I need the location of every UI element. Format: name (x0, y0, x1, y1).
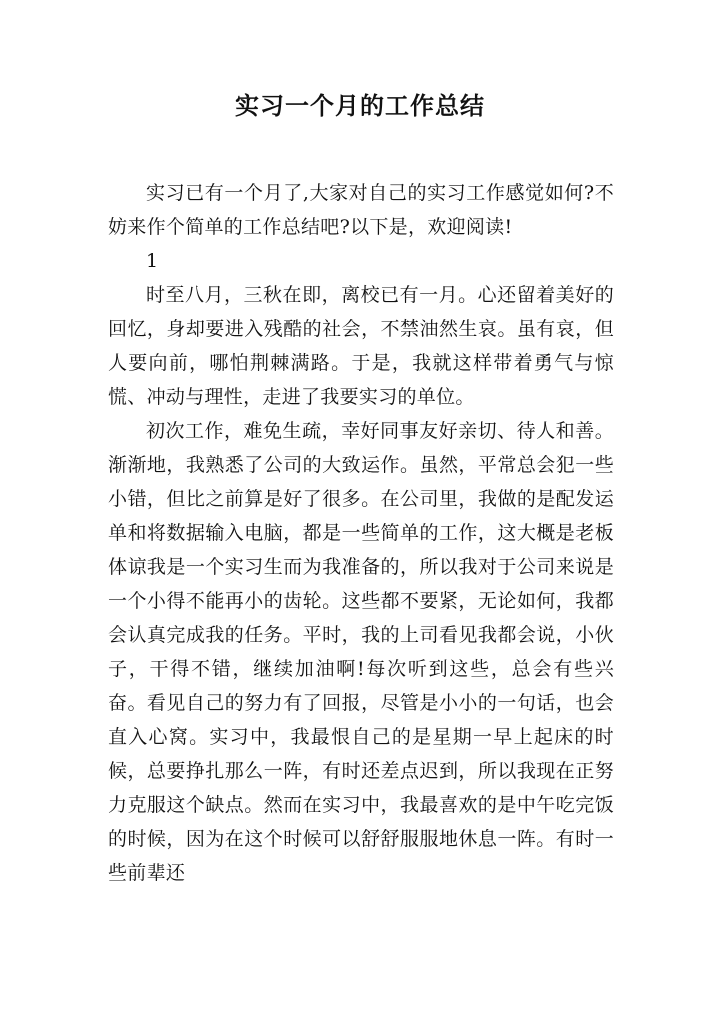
document-title: 实习一个月的工作总结 (235, 92, 485, 120)
document-body (108, 176, 614, 890)
section-number: 1 (146, 250, 159, 272)
intro-paragraph: 实习已有一个月了,大家对自己的实习工作感觉如何?不妨来作个简单的工作总结吧?以下是，欢迎阅读! (108, 182, 614, 238)
body-paragraph: 初次工作，难免生疏，幸好同事友好亲切、待人和善。渐渐地，我熟悉了公司的大致运作。虽然，平常总会犯一些小错，但比之前算是好了很多。在公司里，我做的是配发运单和将数据输入电脑，都是一些简单的工作，这大概是老板体谅我是一个实习生而为我准备的，所以我对于公司来说是一个小得不能再小的齿轮。这些都不要紧，无论如何，我都会认真完成我的任务。平时，我的上司看见我都会说，小伙子，干得不错，继续加油啊!每次听到这些，总会有些兴奋。看见自己的努力有了回报，尽管是小小的一句话，也会直入心窝。实习中，我最恨自己的是星期一早上起床的时候，总要挣扎那么一阵，有时还差点迟到，所以我现在正努力克服这个缺点。然而在实习中，我最喜欢的是中午吃完饭的时候，因为在这个时候可以舒舒服服地休息一阵。有时一些前辈还 (108, 420, 614, 884)
body-paragraph: 时至八月，三秋在即，离校已有一月。心还留着美好的回忆，身却要进入残酷的社会，不禁油然生哀。虽有哀，但人要向前，哪怕荆棘满路。于是，我就这样带着勇气与惊慌、冲动与理性，走进了我要实习的单位。 (108, 284, 614, 408)
